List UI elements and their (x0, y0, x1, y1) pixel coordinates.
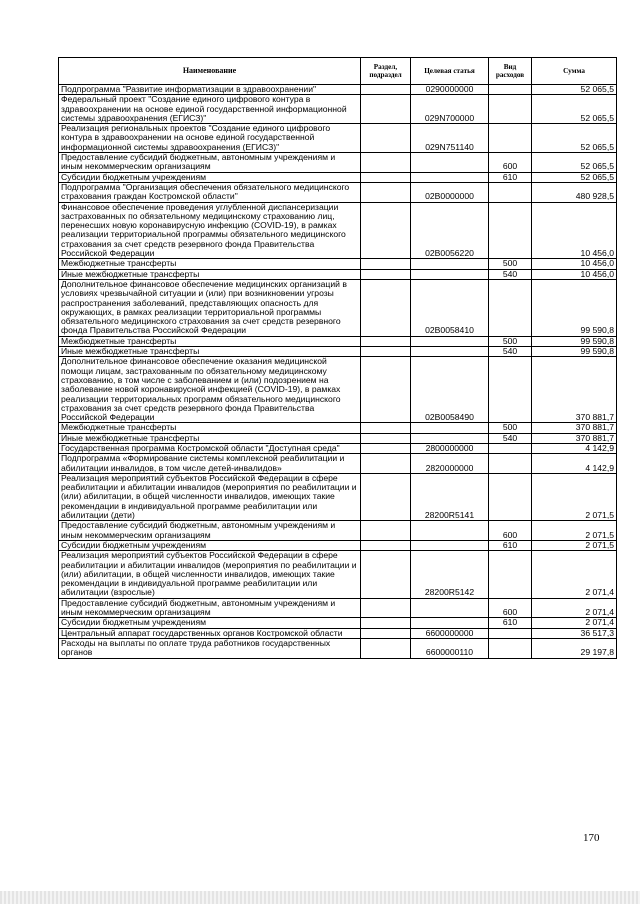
row-kind (489, 551, 532, 598)
row-name: Предоставление субсидий бюджетным, автономным учреждениям и иным некоммерческим организациям (59, 521, 361, 541)
row-sum: 36 517,3 (532, 628, 617, 638)
table-row (59, 95, 617, 124)
row-name: Реализация мероприятий субъектов Российской Федерации в сфере реабилитации и абилитации инвалидов (мероприятия по реабилитации и (или) абилитации, в общей численности инвалидов, имеющих такие рекомендации в индивидуальной программе реабилитации или абилитации (дети) (59, 473, 361, 520)
row-sum: 52 065,5 (532, 85, 617, 95)
row-target (411, 347, 489, 357)
row-target: 28200R5141 (411, 473, 489, 520)
row-name: Федеральный проект "Создание единого цифрового контура в здравоохранении на основе единой государственной информационной системы здравоохранения (ЕГИСЗ)" (59, 95, 361, 124)
table-row (59, 347, 617, 357)
row-name: Центральный аппарат государственных органов Костромской области (59, 628, 361, 638)
row-sum: 2 071,5 (532, 521, 617, 541)
row-kind: 600 (489, 521, 532, 541)
table-body (59, 85, 617, 659)
row-kind: 500 (489, 423, 532, 433)
row-sum: 480 928,5 (532, 182, 617, 202)
table-row (59, 618, 617, 628)
row-name: Межбюджетные трансферты (59, 423, 361, 433)
row-target (411, 153, 489, 173)
row-sum: 10 456,0 (532, 202, 617, 259)
table-row (59, 443, 617, 453)
row-target: 2820000000 (411, 454, 489, 474)
row-target: 6600000110 (411, 638, 489, 658)
row-name: Реализация мероприятий субъектов Российской Федерации в сфере реабилитации и абилитации инвалидов (мероприятия по реабилитации и (или) абилитации, в общей численности инвалидов, имеющих такие рекомендации в индивидуальной программе реабилитации или абилитации (взрослые) (59, 551, 361, 598)
row-kind (489, 473, 532, 520)
row-name: Подпрограмма «Формирование системы комплексной реабилитации и абилитации инвалидов, в том числе детей-инвалидов» (59, 454, 361, 474)
row-sum: 99 590,8 (532, 336, 617, 346)
row-target: 02В0058490 (411, 357, 489, 423)
header-sum: Сумма (532, 58, 617, 85)
table-row (59, 638, 617, 658)
row-sum: 29 197,8 (532, 638, 617, 658)
row-kind: 540 (489, 347, 532, 357)
row-name: Предоставление субсидий бюджетным, автономным учреждениям и иным некоммерческим организациям (59, 598, 361, 618)
header-name: Наименование (59, 58, 361, 85)
row-kind: 610 (489, 172, 532, 182)
row-section (361, 124, 411, 153)
row-kind: 500 (489, 336, 532, 346)
row-target (411, 521, 489, 541)
table-row (59, 628, 617, 638)
header-row (59, 58, 617, 85)
row-target: 0290000000 (411, 85, 489, 95)
row-name: Подпрограмма "Организация обеспечения обязательного медицинского страхования граждан Костромской области" (59, 182, 361, 202)
row-section (361, 182, 411, 202)
row-section (361, 628, 411, 638)
row-kind (489, 279, 532, 336)
row-name: Государственная программа Костромской области "Доступная среда" (59, 443, 361, 453)
row-section (361, 95, 411, 124)
row-target: 2800000000 (411, 443, 489, 453)
row-section (361, 638, 411, 658)
table-row (59, 598, 617, 618)
row-name: Предоставление субсидий бюджетным, автономным учреждениям и иным некоммерческим организациям (59, 153, 361, 173)
row-kind: 600 (489, 153, 532, 173)
row-sum: 370 881,7 (532, 433, 617, 443)
row-target (411, 433, 489, 443)
row-sum: 52 065,5 (532, 124, 617, 153)
table-row (59, 85, 617, 95)
row-sum: 2 071,4 (532, 551, 617, 598)
row-sum: 99 590,8 (532, 279, 617, 336)
row-sum: 2 071,5 (532, 540, 617, 550)
row-name: Реализация региональных проектов "Создание единого цифрового контура в здравоохранении на основе единой государственной информационной системы здравоохранения (ЕГИСЗ)" (59, 124, 361, 153)
row-name: Финансовое обеспечение проведения углубленной диспансеризации застрахованных по обязательному медицинскому страхованию лиц, перенесших новую коронавирусную инфекцию (COVID-19), в рамках реализации территориальной программы обязательного медицинского страхования за счет средств резервного фонда Правительства Российской Федерации (59, 202, 361, 259)
row-name: Межбюджетные трансферты (59, 259, 361, 269)
row-name: Субсидии бюджетным учреждениям (59, 618, 361, 628)
table-header (59, 58, 617, 85)
row-kind: 500 (489, 259, 532, 269)
row-name: Дополнительное финансовое обеспечение медицинских организаций в условиях чрезвычайной ситуации и (или) при возникновении угрозы распространения заболеваний, представляющих опасность для окружающих, в рамках реализации территориальной программы обязательного медицинского страхования за счет средств резервного фонда Правительства Российской Федерации (59, 279, 361, 336)
row-sum: 2 071,4 (532, 598, 617, 618)
row-section (361, 172, 411, 182)
row-kind: 610 (489, 618, 532, 628)
row-target (411, 336, 489, 346)
row-target: 02В0058410 (411, 279, 489, 336)
row-kind (489, 628, 532, 638)
row-section (361, 269, 411, 279)
row-section (361, 259, 411, 269)
table-row (59, 551, 617, 598)
page-number: 170 (583, 832, 600, 844)
row-kind (489, 202, 532, 259)
row-name: Подпрограмма "Развитие информатизации в здравоохранении" (59, 85, 361, 95)
row-section (361, 454, 411, 474)
row-kind (489, 357, 532, 423)
row-section (361, 521, 411, 541)
row-kind (489, 124, 532, 153)
row-name: Иные межбюджетные трансферты (59, 433, 361, 443)
row-kind (489, 182, 532, 202)
row-target (411, 259, 489, 269)
row-section (361, 540, 411, 550)
table-row (59, 259, 617, 269)
row-name: Иные межбюджетные трансферты (59, 269, 361, 279)
row-kind: 540 (489, 269, 532, 279)
budget-table (58, 57, 617, 659)
header-kind: Вид расходов (489, 58, 532, 85)
header-target: Целевая статья (411, 58, 489, 85)
row-sum: 52 065,5 (532, 172, 617, 182)
table-row (59, 153, 617, 173)
row-section (361, 598, 411, 618)
header-section: Раздел, подраздел (361, 58, 411, 85)
row-section (361, 202, 411, 259)
row-target: 02В0000000 (411, 182, 489, 202)
row-sum: 10 456,0 (532, 269, 617, 279)
row-target (411, 618, 489, 628)
row-kind (489, 85, 532, 95)
row-target: 6600000000 (411, 628, 489, 638)
row-target: 02В0056220 (411, 202, 489, 259)
row-section (361, 347, 411, 357)
row-target (411, 423, 489, 433)
table-row (59, 182, 617, 202)
table-row (59, 521, 617, 541)
table-row (59, 357, 617, 423)
row-target (411, 172, 489, 182)
row-section (361, 279, 411, 336)
row-kind: 540 (489, 433, 532, 443)
row-target (411, 598, 489, 618)
row-kind: 610 (489, 540, 532, 550)
table-row (59, 540, 617, 550)
row-sum: 2 071,4 (532, 618, 617, 628)
row-section (361, 473, 411, 520)
row-section (361, 336, 411, 346)
table-row (59, 336, 617, 346)
row-name: Дополнительное финансовое обеспечение оказания медицинской помощи лицам, застрахованным по обязательному медицинскому страхованию, в том числе с заболеванием и (или) подозрением на заболевание новой коронавирусной инфекцией (COVID-19), в рамках реализации территориальных программ обязательного медицинского страхования за счет средств резервного фонда Правительства Российской Федерации (59, 357, 361, 423)
row-target (411, 540, 489, 550)
row-sum: 99 590,8 (532, 347, 617, 357)
row-sum: 370 881,7 (532, 357, 617, 423)
row-target (411, 269, 489, 279)
row-section (361, 433, 411, 443)
scan-edge (0, 891, 640, 904)
row-sum: 10 456,0 (532, 259, 617, 269)
row-name: Расходы на выплаты по оплате труда работников государственных органов (59, 638, 361, 658)
table-row (59, 202, 617, 259)
row-kind (489, 454, 532, 474)
table-row (59, 423, 617, 433)
row-section (361, 357, 411, 423)
row-sum: 4 142,9 (532, 443, 617, 453)
row-section (361, 153, 411, 173)
table-row (59, 433, 617, 443)
row-name: Субсидии бюджетным учреждениям (59, 540, 361, 550)
row-sum: 52 065,5 (532, 95, 617, 124)
row-section (361, 618, 411, 628)
table-row (59, 279, 617, 336)
row-sum: 2 071,5 (532, 473, 617, 520)
row-kind (489, 443, 532, 453)
row-target: 28200R5142 (411, 551, 489, 598)
row-sum: 52 065,5 (532, 153, 617, 173)
row-target: 029N700000 (411, 95, 489, 124)
row-section (361, 85, 411, 95)
row-section (361, 423, 411, 433)
row-target: 029N751140 (411, 124, 489, 153)
row-name: Межбюджетные трансферты (59, 336, 361, 346)
row-sum: 370 881,7 (532, 423, 617, 433)
row-section (361, 551, 411, 598)
table-row (59, 269, 617, 279)
row-name: Иные межбюджетные трансферты (59, 347, 361, 357)
row-kind (489, 95, 532, 124)
row-sum: 4 142,9 (532, 454, 617, 474)
table-row (59, 473, 617, 520)
row-kind (489, 638, 532, 658)
table-row (59, 124, 617, 153)
table-row (59, 172, 617, 182)
row-section (361, 443, 411, 453)
row-name: Субсидии бюджетным учреждениям (59, 172, 361, 182)
row-kind: 600 (489, 598, 532, 618)
table-row (59, 454, 617, 474)
